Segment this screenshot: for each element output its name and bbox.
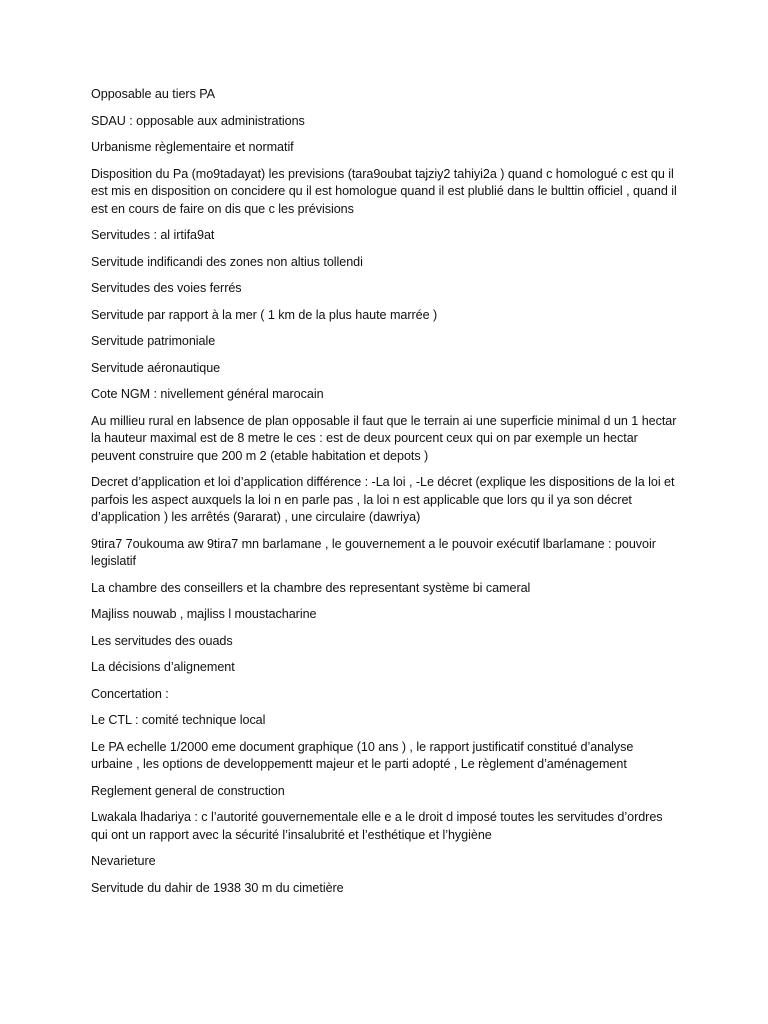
paragraph-pa-echelle: Le PA echelle 1/2000 eme document graphique (10 ans ) , le rapport justificatif constitué d’analyse urbaine , les options de developpementt majeur et le parti adopté , Le règlement d’aménagement [91,739,634,771]
paragraph-majliss: Majliss nouwab , majliss l moustacharine [91,607,317,621]
paragraph-servitude-dahir: Servitude du dahir de 1938 30 m du cimetière [91,880,344,895]
paragraph-servitudes-voies: Servitudes des voies ferrés [91,281,242,295]
paragraph-servitude-mer: Servitude par rapport à la mer ( 1 km de la plus haute marrée ) [91,307,438,322]
paragraph-millieu-rural: Au millieu rural en labsence de plan opposable il faut que le terrain ai une superficie minimal d un 1 hectar la hauteur maximal est de 8 metre le ces : est de deux pourcent ceux qui on par exemple un hectar peuvent construire que 200 m 2 (etable habitation et depots ) [91,413,677,463]
paragraph-servitude-aeronautique: Servitude aéronautique [91,360,221,375]
paragraph-servitudes: Servitudes : al irtifa9at [91,228,215,242]
paragraph-reglement-general: Reglement general de construction [91,783,285,798]
paragraph-urbanisme: Urbanisme règlementaire et normatif [91,140,294,154]
paragraph-decret-application: Decret d’application et loi d’application différence : -La loi , -Le décret (explique les dispositions de la loi et parfois les aspect auxquels la loi n en parle pas , la loi n est applicable que lors qu il ya son décret d’application ) les arrêtés (9ararat) , une circulaire (dawriya) [91,475,675,524]
paragraph-chambre: La chambre des conseillers et la chambre des representant système bi cameral [91,580,531,595]
paragraph-opposable-tiers: Opposable au tiers PA [91,87,216,101]
paragraph-servitude-patrimoniale: Servitude patrimoniale [91,334,216,348]
paragraph-concertation: Concertation : [91,686,169,701]
paragraph-9tira7: 9tira7 7oukouma aw 9tira7 mn barlamane , le gouvernement a le pouvoir exécutif lbarlamane : pouvoir legislatif [91,536,656,568]
paragraph-decisions-alignement: La décisions d’alignement [91,660,235,674]
paragraph-nevarieture: Nevarieture [91,854,156,868]
paragraph-sdau: SDAU : opposable aux administrations [91,113,305,128]
paragraph-servitudes-ouads: Les servitudes des ouads [91,633,233,648]
paragraph-ctl: Le CTL : comité technique local [91,713,266,727]
paragraph-lwakala: Lwakala lhadariya : c l’autorité gouvernementale elle e a le droit d imposé toutes les servitudes d’ordres qui ont un rapport avec la sécurité l’insalubrité et l’esthétique et l’hygiène [91,810,663,842]
paragraph-servitude-indificandi: Servitude indificandi des zones non altius tollendi [91,254,363,269]
paragraph-disposition-pa: Disposition du Pa (mo9tadayat) les previsions (tara9oubat tajziy2 tahiyi2a ) quand c homologué c est qu il est mis en disposition on concidere qu il est homologue quand il est plublié dans le bulttin officiel , quand il est en cours de faire on dis que c les prévisions [91,166,677,216]
paragraph-cote-ngm: Cote NGM : nivellement général marocain [91,387,324,401]
